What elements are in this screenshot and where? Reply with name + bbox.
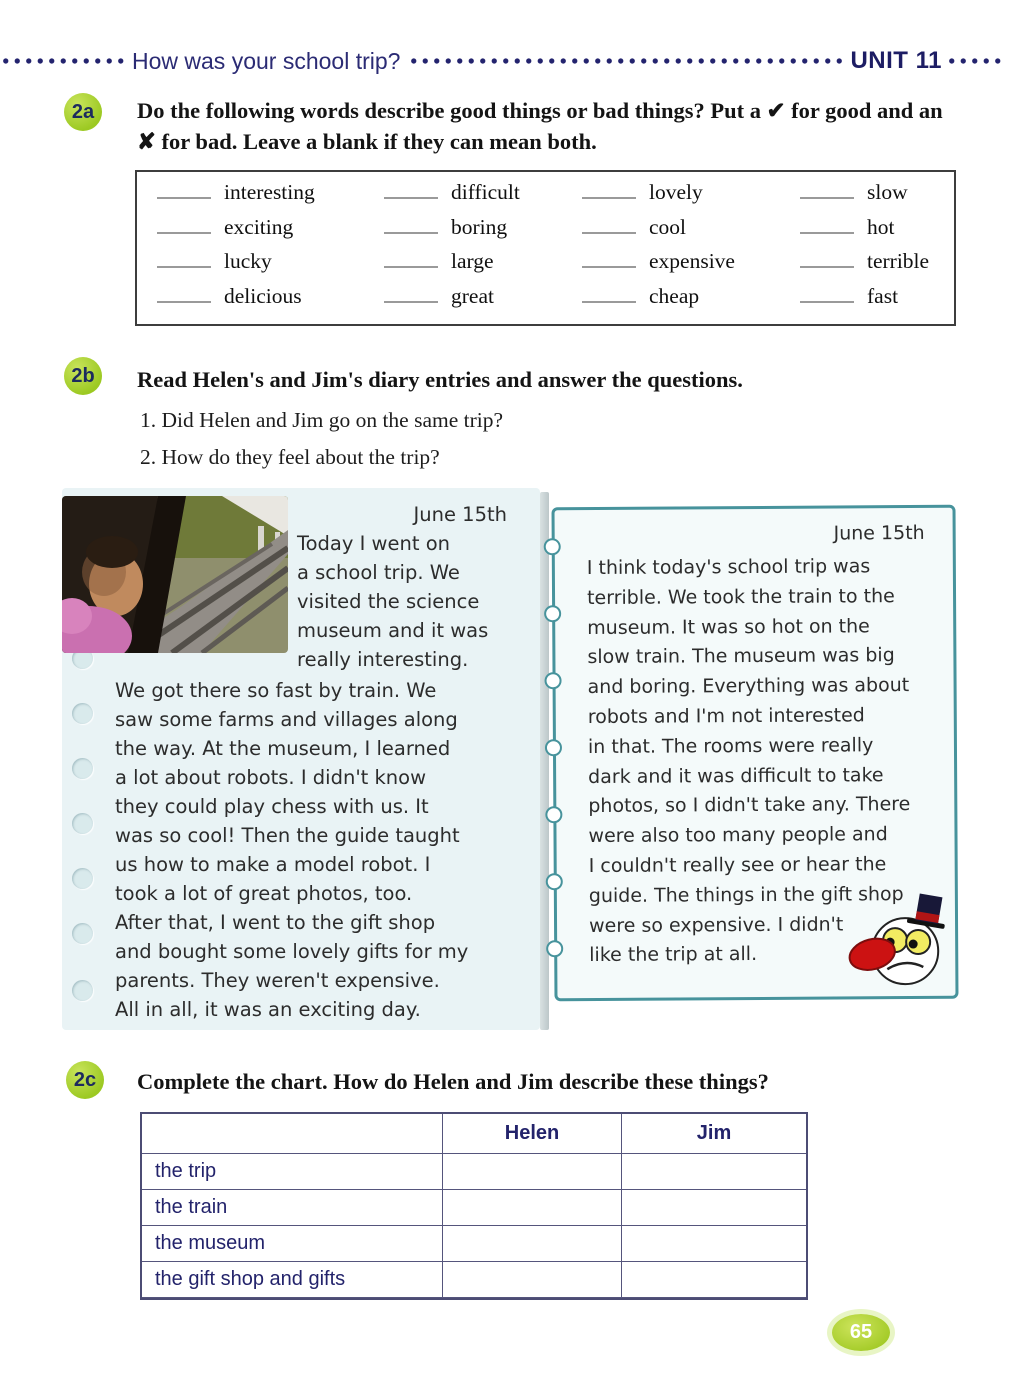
jim-answer-cell xyxy=(622,1190,806,1226)
diary-line: really interesting. xyxy=(297,648,469,671)
diary-line: photos, so I didn't take any. There xyxy=(588,793,911,818)
word-item xyxy=(800,249,954,279)
binder-hole-icon xyxy=(72,758,93,779)
helen-diary-date: June 15th xyxy=(413,503,507,526)
word-label: cheap xyxy=(649,283,700,308)
question-list xyxy=(140,402,503,476)
answer-blank-line xyxy=(800,286,854,303)
dotted-rule-icon xyxy=(0,56,128,66)
table-corner-cell xyxy=(142,1114,443,1154)
section-2b-instruction: Read Helen's and Jim's diary entries and answer the questions. xyxy=(137,367,743,392)
page-number-badge: 65 xyxy=(832,1314,890,1351)
diary-line: were also too many people and xyxy=(588,823,888,848)
word-label: interesting xyxy=(224,180,315,204)
table-row-label: the museum xyxy=(142,1226,443,1262)
diary-line: dark and it was difficult to take xyxy=(588,763,884,788)
diary-line: All in all, it was an exciting day. xyxy=(115,998,421,1021)
binder-hole-icon xyxy=(72,703,93,724)
diary-line: were so expensive. I didn't xyxy=(588,913,844,937)
page-header xyxy=(0,44,1006,78)
word-item xyxy=(384,249,582,279)
word-item xyxy=(384,215,582,245)
answer-blank-line xyxy=(582,217,636,234)
helen-answer-cell xyxy=(443,1154,622,1190)
diary-line: After that, I went to the gift shop xyxy=(115,911,436,934)
sad-clown-icon xyxy=(841,891,952,995)
diary-line: saw some farms and villages along xyxy=(115,708,458,731)
word-label: hot xyxy=(867,214,895,239)
section-2c-instruction: Complete the chart. How do Helen and Jim describe these things? xyxy=(137,1069,769,1094)
word-label: large xyxy=(451,249,494,274)
answer-blank-line xyxy=(800,182,854,199)
diary-line: they could play chess with us. It xyxy=(115,795,429,818)
word-label: exciting xyxy=(224,214,294,239)
question-item: 2. How do they feel about the trip? xyxy=(140,445,440,469)
helen-diary-body xyxy=(115,676,537,1024)
word-item xyxy=(800,215,954,245)
section-badge-2c: 2c xyxy=(66,1061,104,1099)
word-list-box xyxy=(135,170,956,326)
answer-blank-line xyxy=(384,251,438,268)
diary-line: like the trip at all. xyxy=(589,943,758,967)
spiral-ring-icon xyxy=(546,940,563,957)
answer-blank-line xyxy=(157,251,211,268)
helen-diary-panel xyxy=(62,488,540,1030)
helen-answer-cell xyxy=(443,1262,622,1298)
binder-hole-icon xyxy=(72,813,93,834)
answer-blank-line xyxy=(582,182,636,199)
answer-blank-line xyxy=(800,217,854,234)
word-item xyxy=(157,180,384,210)
diary-line: terrible. We took the train to the xyxy=(586,584,895,609)
jim-answer-cell xyxy=(622,1262,806,1298)
question-item: 1. Did Helen and Jim go on the same trip? xyxy=(140,408,504,432)
word-label: boring xyxy=(451,214,508,239)
diary-line: and boring. Everything was about xyxy=(587,674,910,699)
spiral-ring-icon xyxy=(545,806,562,823)
binder-hole-icon xyxy=(72,980,93,1001)
spiral-ring-icon xyxy=(544,605,561,622)
answer-blank-line xyxy=(384,217,438,234)
diary-line: took a lot of great photos, too. xyxy=(115,882,413,905)
diary-line: visited the science xyxy=(297,590,480,613)
diary-line: I couldn't really see or hear the xyxy=(588,853,887,877)
word-item xyxy=(384,284,582,314)
diary-line: us how to make a model robot. I xyxy=(115,853,431,876)
word-label: delicious xyxy=(224,283,302,308)
word-label: cool xyxy=(649,214,687,239)
unit-number: UNIT 11 xyxy=(850,47,942,74)
section-badge-2b: 2b xyxy=(64,357,102,395)
word-item xyxy=(800,180,954,210)
word-item xyxy=(582,180,800,210)
answer-blank-line xyxy=(157,182,211,199)
diary-line: robots and I'm not interested xyxy=(587,704,865,729)
word-label: great xyxy=(451,283,494,308)
table-row-label: the gift shop and gifts xyxy=(142,1262,443,1298)
word-label: difficult xyxy=(451,180,520,204)
helen-answer-cell xyxy=(443,1190,622,1226)
answer-blank-line xyxy=(157,217,211,234)
word-item xyxy=(582,249,800,279)
binder-hole-icon xyxy=(72,923,93,944)
word-label: fast xyxy=(867,283,899,308)
diary-line: a lot about robots. I didn't know xyxy=(115,766,427,789)
jim-diary-panel xyxy=(551,505,958,1001)
train-window-photo xyxy=(62,496,288,653)
answer-blank-line xyxy=(384,182,438,199)
spiral-ring-icon xyxy=(546,873,563,890)
jim-diary-date: June 15th xyxy=(833,521,925,545)
helen-answer-cell xyxy=(443,1226,622,1262)
word-item xyxy=(157,215,384,245)
helen-diary-intro xyxy=(297,500,509,674)
diary-line: Today I went on xyxy=(297,532,450,555)
unit-question-title: How was your school trip? xyxy=(132,47,401,74)
spiral-ring-icon xyxy=(544,538,561,555)
answer-blank-line xyxy=(384,286,438,303)
jim-answer-cell xyxy=(622,1154,806,1190)
word-item xyxy=(582,215,800,245)
table-row-label: the train xyxy=(142,1190,443,1226)
diary-line: in that. The rooms were really xyxy=(587,734,874,758)
diary-line: guide. The things in the gift shop xyxy=(588,882,904,907)
table-header-helen: Helen xyxy=(443,1114,622,1154)
describe-chart-table xyxy=(140,1112,808,1300)
diary-line: museum. It was so hot on the xyxy=(587,614,870,639)
diary-line: parents. They weren't expensive. xyxy=(115,969,440,992)
diary-line: museum and it was xyxy=(297,619,489,642)
word-item xyxy=(157,284,384,314)
word-label: lovely xyxy=(649,180,703,204)
jim-answer-cell xyxy=(622,1226,806,1262)
answer-blank-line xyxy=(157,286,211,303)
word-label: slow xyxy=(867,180,908,204)
word-label: lucky xyxy=(224,249,272,274)
word-item xyxy=(800,284,954,314)
diary-line: a school trip. We xyxy=(297,561,460,584)
answer-blank-line xyxy=(582,286,636,303)
word-item xyxy=(157,249,384,279)
dotted-rule-icon xyxy=(946,56,1006,66)
dotted-rule-icon xyxy=(408,56,846,66)
diary-line: was so cool! Then the guide taught xyxy=(115,824,460,847)
section-badge-2a: 2a xyxy=(64,93,102,131)
answer-blank-line xyxy=(582,251,636,268)
binder-hole-icon xyxy=(72,868,93,889)
word-item xyxy=(582,284,800,314)
word-item xyxy=(384,180,582,210)
diary-line: I think today's school trip was xyxy=(586,555,871,580)
spiral-ring-icon xyxy=(545,672,562,689)
word-label: terrible xyxy=(867,249,930,274)
table-header-jim: Jim xyxy=(622,1114,806,1154)
section-2a-instruction: Do the following words describe good things or bad things? Put a ✔ for good and an ✘ for bad. Leave a blank if they can mean both. xyxy=(137,98,943,154)
spiral-ring-icon xyxy=(545,739,562,756)
diary-line: and bought some lovely gifts for my xyxy=(115,940,469,963)
diary-line: We got there so fast by train. We xyxy=(115,679,437,702)
answer-blank-line xyxy=(800,251,854,268)
word-label: expensive xyxy=(649,249,735,274)
diary-line: the way. At the museum, I learned xyxy=(115,737,451,760)
diary-line: slow train. The museum was big xyxy=(587,644,895,669)
table-row-label: the trip xyxy=(142,1154,443,1190)
